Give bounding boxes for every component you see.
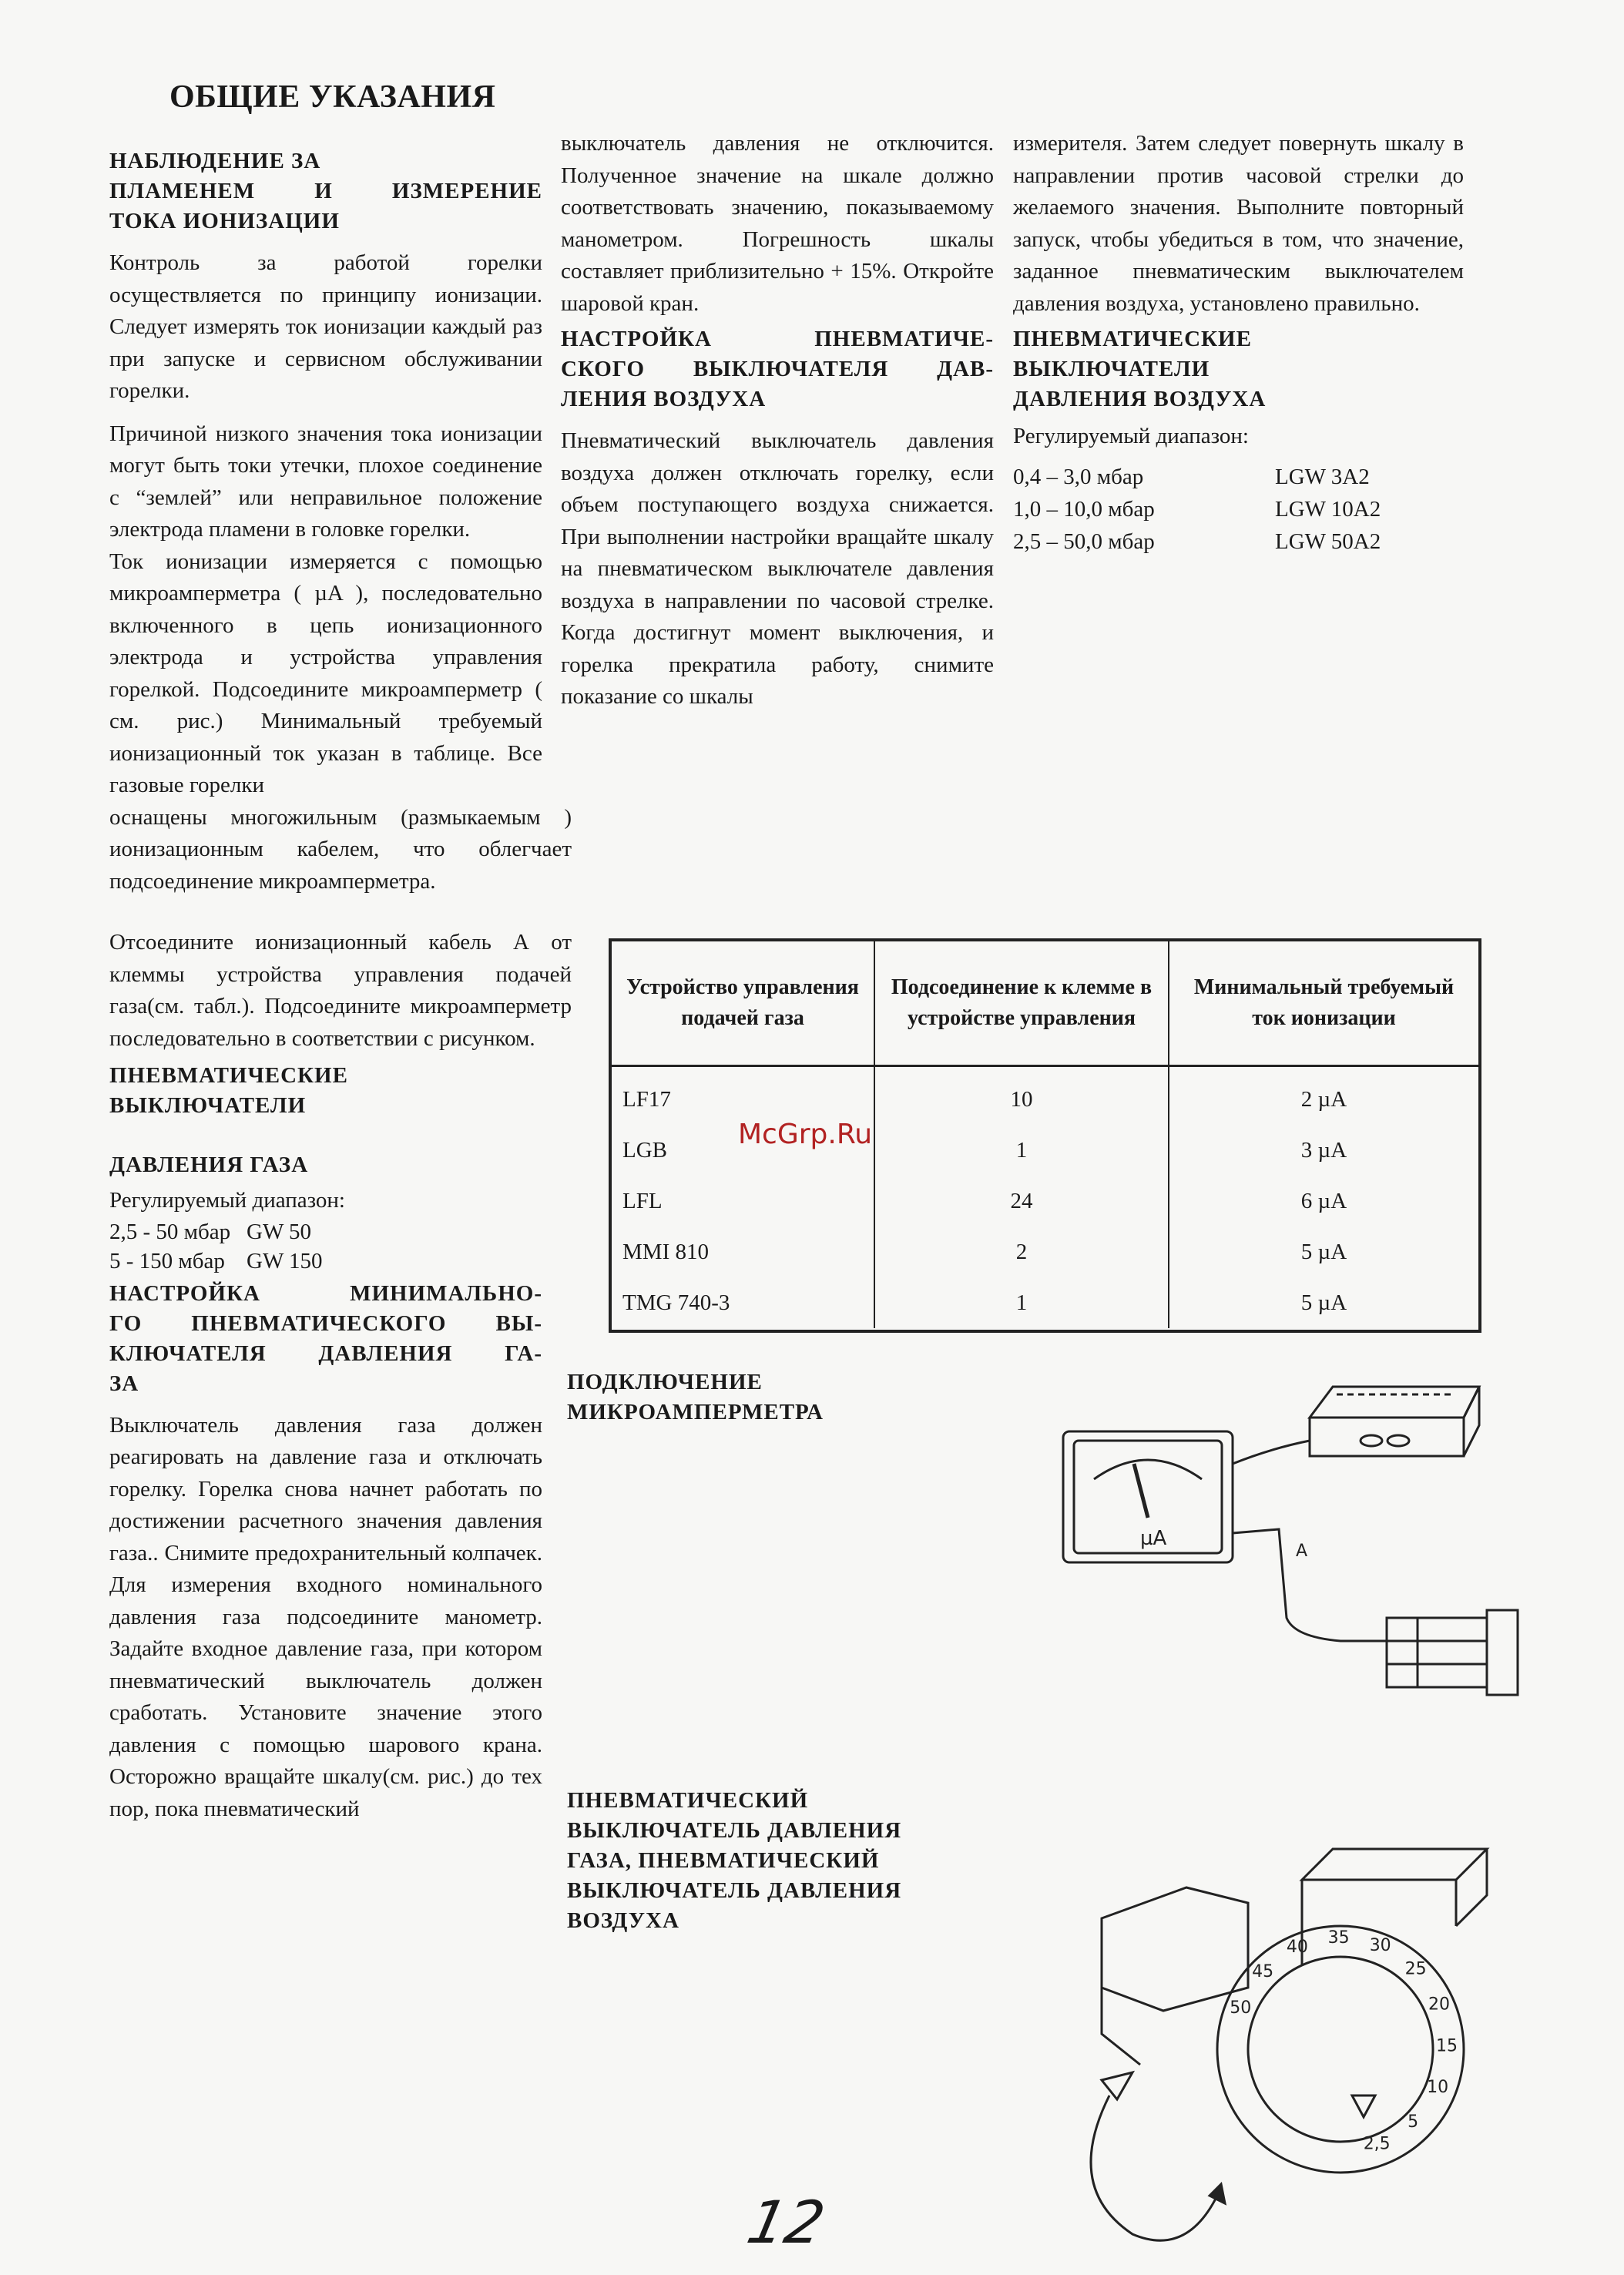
heading-air-switches: ПНЕВМАТИЧЕСКИЕ ВЫКЛЮЧАТЕЛИ ДАВЛЕНИЯ ВОЗДУХА [1013, 327, 1267, 411]
dial-label: 5 [1408, 2112, 1419, 2132]
dial-label: 25 [1404, 1959, 1427, 1979]
dial-label: 20 [1428, 1995, 1450, 2015]
terminal-block-icon [1310, 1387, 1479, 1456]
table-header-row [612, 941, 1478, 1066]
microammeter-diagram [1048, 1364, 1525, 1703]
table-header: Устройство управления подачей газа [612, 941, 874, 1066]
range-row: 1,0 – 10,0 мбар LGW 10A2 [1013, 496, 1381, 522]
range-row: 2,5 – 50,0 мбар LGW 50A2 [1013, 528, 1381, 554]
dial-label: 35 [1327, 1928, 1350, 1948]
paragraph: Контроль за работой горелки осуществляется по принципу ионизации. Следует измерять ток ионизации каждый раз при запуске и сервисном обслуживании горелки. [109, 250, 542, 403]
paragraph: Отсоедините ионизационный кабель А от клеммы устройства управления подачей газа(см. табл.). Подсоедините микроамперметр последовательно в соответствии с рисунком. [109, 930, 572, 1051]
dial-label: 45 [1252, 1961, 1274, 1981]
paragraph: оснащены многожильным (размыкаемым ) ионизационным кабелем, что облегчает подсоединение микроамперметра. [109, 804, 572, 894]
range-row: 0,4 – 3,0 мбар LGW 3A2 [1013, 464, 1370, 489]
heading-air-switch-setup: НАСТРОЙКА ПНЕВМАТИЧЕ- СКОГО ВЫКЛЮЧАТЕЛЯ ДАВ- ЛЕНИЯ ВОЗДУХА [561, 327, 994, 411]
dial-label: 50 [1230, 1998, 1252, 2018]
rotation-arrow-icon [1091, 2095, 1217, 2240]
electrode-connector-icon [1387, 1610, 1518, 1695]
dial-scale [1230, 1928, 1458, 2154]
figure-caption-pressure-switch: ПНЕВМАТИЧЕСКИЙ ВЫКЛЮЧАТЕЛЬ ДАВЛЕНИЯ ГАЗА, ПНЕВМАТИЧЕСКИЙ ВЫКЛЮЧАТЕЛЬ ДАВЛЕНИЯ ВОЗДУХА [567, 1788, 902, 1933]
page-number: 12 [741, 2188, 831, 2257]
page-title: ОБЩИЕ УКАЗАНИЯ [169, 79, 496, 115]
range-label: Регулируемый диапазон: [109, 1188, 345, 1213]
heading-flame-monitoring: НАБЛЮДЕНИЕ ЗА ПЛАМЕНЕМ И ИЗМЕРЕНИЕ ТОКА ИОНИЗАЦИИ [109, 149, 542, 233]
range-row: 5 - 150 мбар GW 150 [109, 1248, 323, 1273]
heading-gas-switches: ПНЕВМАТИЧЕСКИЕ ВЫКЛЮЧАТЕЛИ [109, 1063, 348, 1118]
paragraph: Пневматический выключатель давления воздуха должен отключать горелку, если объем поступающего воздуха снижается. При выполнении настройки вращайте шкалу на пневматическом выключателе давления воздуха в направлении по часовой стрелке. Когда достигнут момент выключения, и горелка прекратила работу, снимите показание со шкалы [561, 428, 994, 709]
table-row: TMG 740-3 1 5 µA [612, 1277, 1478, 1328]
paragraph: выключатель давления не отключится. Полученное значение на шкале должно соответствовать значению, показываемому манометром. Погрешность шкалы составляет приблизительно + 15%. Откройте шаровой кран. [561, 131, 994, 316]
meter-unit: µA [1140, 1527, 1167, 1550]
table-row: MMI 810 2 5 µA [612, 1226, 1478, 1277]
paragraph: измерителя. Затем следует повернуть шкалу в направлении против часовой стрелки до желаемого значения. Выполните повторный запуск, чтобы убедиться в том, что значение, заданное пневматическим выключателем давления воздуха, установлено правильно. [1013, 131, 1464, 316]
watermark[interactable]: McGrp.Ru [738, 1119, 873, 1150]
column-1 [109, 146, 572, 1825]
cable-label: A [1296, 1542, 1308, 1561]
table-row: LF17 10 2 µA [612, 1066, 1478, 1126]
paragraph: Ток ионизации измеряется с помощью микроамперметра ( µA ), последовательно включенного в цепь ионизационного электрода и устройства управления горелкой. Подсоедините микроамперметр ( см. рис.) Минимальный требуемый ионизационный ток указан в таблице. Все газовые горелки [109, 549, 542, 797]
table-header: Подсоединение к клемме в устройстве управления [874, 941, 1169, 1066]
range-label: Регулируемый диапазон: [1013, 424, 1249, 448]
dial-label: 15 [1436, 2036, 1458, 2056]
column-3 [1013, 128, 1464, 558]
table-header: Минимальный требуемый ток ионизации [1169, 941, 1478, 1066]
paragraph: Выключатель давления газа должен реагировать на давление газа и отключать горелку. Горелка снова начнет работать по достижении расчетного значения давления газа.. Снимите предохранительный колпачек. Для измерения входного номинального давления газа подсоедините манометр. Задайте входное давление газа, при котором пневматический выключатель должен сработать. Установите значение этого давления с помощью шарового крана. Осторожно вращайте шкалу(см. рис.) до тех пор, пока пневматический [109, 1412, 542, 1821]
table-row: LGB 1 3 µA [612, 1125, 1478, 1176]
pointer-triangle-icon [1102, 2072, 1375, 2117]
column-2 [561, 128, 994, 713]
paragraph: Причиной низкого значения тока ионизации могут быть токи утечки, плохое соединение с “землей” или неправильное положение электрода пламени в головке горелки. [109, 421, 542, 542]
dial-label: 30 [1369, 1936, 1391, 1955]
dial-label: 10 [1427, 2078, 1449, 2098]
heading-min-gas-switch: НАСТРОЙКА МИНИМАЛЬНО- ГО ПНЕВМАТИЧЕСКОГО ВЫ- КЛЮЧАТЕЛЯ ДАВЛЕНИЯ ГА- ЗА [109, 1280, 542, 1396]
range-row: 2,5 - 50 мбар GW 50 [109, 1219, 312, 1244]
heading-gas-pressure: ДАВЛЕНИЯ ГАЗА [109, 1153, 309, 1177]
table-row: LFL 24 6 µA [612, 1176, 1478, 1226]
figure-caption-microammeter: ПОДКЛЮЧЕНИЕ МИКРОАМПЕРМЕТРА [567, 1370, 824, 1424]
pressure-switch-diagram [1071, 1834, 1502, 2265]
dial-label: 2,5 [1363, 2134, 1391, 2154]
dial-label: 40 [1286, 1937, 1308, 1957]
